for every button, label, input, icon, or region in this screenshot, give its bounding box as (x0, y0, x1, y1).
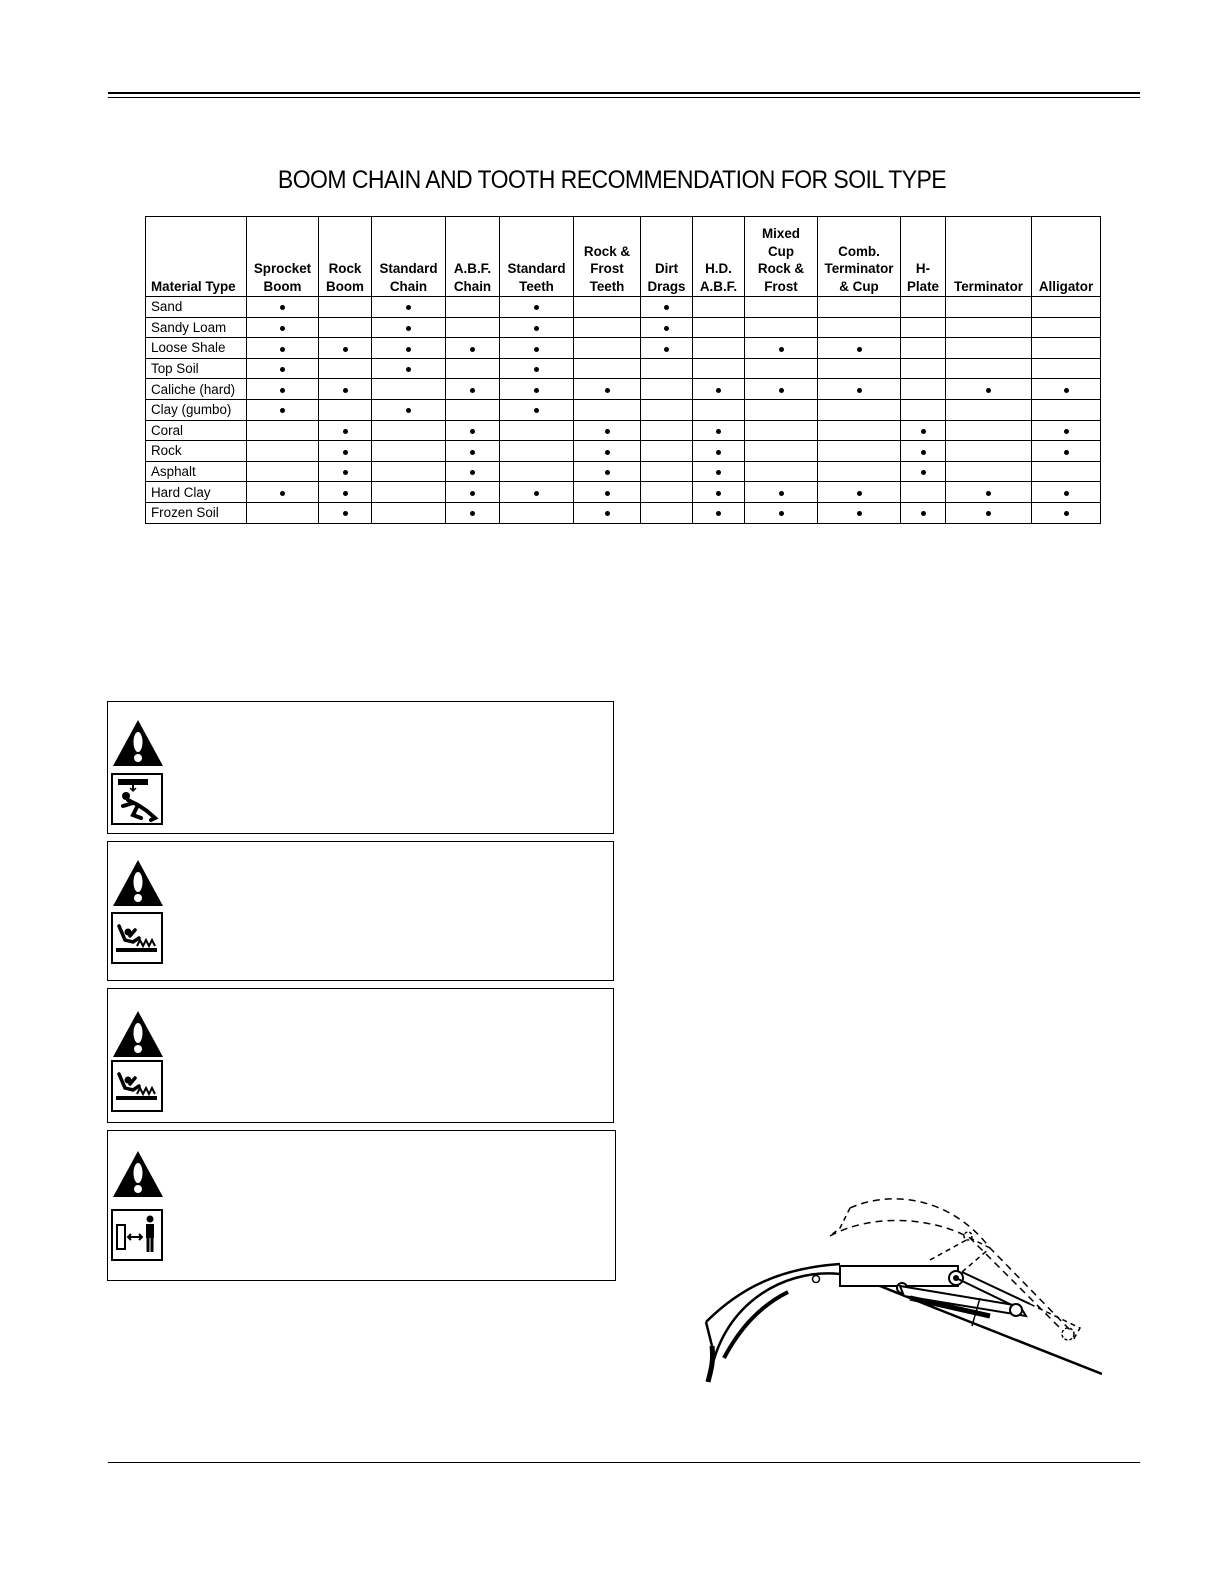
column-header (693, 217, 745, 297)
recommendation-cell (901, 358, 946, 379)
warning-box-keep-away (107, 1130, 616, 1281)
material-cell: Sandy Loam (146, 317, 247, 338)
recommendation-cell (641, 317, 693, 338)
recommended-dot-icon (605, 491, 610, 496)
recommendation-cell (319, 358, 372, 379)
recommendation-cell (818, 502, 901, 523)
recommendation-cell (693, 338, 745, 359)
recommended-dot-icon (343, 470, 348, 475)
column-header-text: Chain (389, 278, 428, 294)
column-header-text: Plate (906, 278, 939, 294)
recommended-dot-icon (986, 511, 991, 516)
recommendation-cell (247, 420, 319, 441)
recommendation-cell (574, 317, 641, 338)
recommended-dot-icon (921, 429, 926, 434)
recommended-dot-icon (605, 388, 610, 393)
recommendation-cell (372, 502, 446, 523)
column-header-text: Boom (326, 278, 364, 294)
column-header-text: Boom (263, 278, 302, 294)
recommendation-cell (641, 502, 693, 523)
recommendation-cell (1032, 317, 1101, 338)
column-header-text: H.D. (705, 261, 732, 276)
table-row (146, 482, 1101, 503)
warning-box-entanglement-2 (107, 988, 614, 1123)
recommendation-cell (446, 358, 500, 379)
recommendation-cell (319, 420, 372, 441)
recommended-dot-icon (470, 450, 475, 455)
recommendation-cell (745, 399, 818, 420)
recommendation-cell (818, 297, 901, 318)
recommendation-cell (446, 420, 500, 441)
recommendation-cell (500, 358, 574, 379)
table-row (146, 379, 1101, 400)
recommended-dot-icon (406, 367, 411, 372)
recommendation-cell (319, 441, 372, 462)
recommended-dot-icon (534, 388, 539, 393)
column-header (247, 217, 319, 297)
column-header (1032, 217, 1101, 297)
recommendation-cell (500, 379, 574, 400)
recommended-dot-icon (921, 470, 926, 475)
column-header-text: Mixed (762, 226, 800, 241)
recommendation-cell (818, 338, 901, 359)
recommended-dot-icon (470, 491, 475, 496)
material-cell: Sand (146, 297, 247, 318)
recommendation-cell (500, 317, 574, 338)
column-header-text: & Cup (839, 278, 879, 294)
recommendation-cell (319, 461, 372, 482)
entanglement-hazard-icon (111, 912, 163, 964)
column-header-text: Frost (764, 278, 798, 294)
column-header-text: H- (915, 261, 931, 276)
column-header-text: Terminator (824, 261, 894, 276)
recommendation-cell (446, 338, 500, 359)
recommendation-cell (745, 379, 818, 400)
recommendation-cell (574, 399, 641, 420)
recommended-dot-icon (406, 408, 411, 413)
recommended-dot-icon (921, 450, 926, 455)
recommendation-cell (946, 441, 1032, 462)
recommendation-cell (745, 482, 818, 503)
recommended-dot-icon (857, 511, 862, 516)
recommended-dot-icon (716, 388, 721, 393)
column-header-text: Material Type (151, 278, 236, 294)
recommendation-cell (500, 482, 574, 503)
table-row (146, 317, 1101, 338)
recommended-dot-icon (986, 388, 991, 393)
recommendation-cell (574, 379, 641, 400)
recommended-dot-icon (1064, 450, 1069, 455)
recommendation-cell (946, 379, 1032, 400)
recommended-dot-icon (716, 511, 721, 516)
recommendation-cell (247, 358, 319, 379)
recommendation-cell (693, 502, 745, 523)
table-row (146, 461, 1101, 482)
recommendation-cell (372, 482, 446, 503)
recommendation-cell (641, 358, 693, 379)
recommendation-cell (641, 441, 693, 462)
recommendation-cell (1032, 461, 1101, 482)
recommendation-cell (446, 502, 500, 523)
recommendation-cell (446, 461, 500, 482)
recommendation-cell (247, 297, 319, 318)
warning-triangle-icon (111, 858, 165, 908)
column-header (446, 217, 500, 297)
column-header (901, 217, 946, 297)
recommendation-cell (1032, 441, 1101, 462)
recommendation-cell (641, 379, 693, 400)
recommendation-cell (574, 358, 641, 379)
recommended-dot-icon (343, 491, 348, 496)
recommended-dot-icon (716, 470, 721, 475)
page-title: BOOM CHAIN AND TOOTH RECOMMENDATION FOR SOIL TYPE (277, 166, 947, 194)
recommendation-cell (372, 358, 446, 379)
recommendation-cell (319, 379, 372, 400)
recommendation-cell (745, 461, 818, 482)
material-cell: Caliche (hard) (146, 379, 247, 400)
column-header (372, 217, 446, 297)
table-row (146, 358, 1101, 379)
recommendation-cell (901, 338, 946, 359)
recommended-dot-icon (280, 367, 285, 372)
recommendation-cell (745, 297, 818, 318)
recommendation-cell (500, 297, 574, 318)
recommendation-cell (446, 379, 500, 400)
recommendation-cell (641, 338, 693, 359)
recommendation-cell (372, 399, 446, 420)
recommended-dot-icon (779, 388, 784, 393)
recommended-dot-icon (534, 408, 539, 413)
recommendation-cell (693, 461, 745, 482)
recommendation-cell (574, 420, 641, 441)
recommendation-cell (1032, 338, 1101, 359)
recommendation-cell (818, 461, 901, 482)
table-row (146, 338, 1101, 359)
recommendation-cell (901, 502, 946, 523)
recommendation-cell (372, 420, 446, 441)
recommendation-cell (372, 379, 446, 400)
recommendation-cell (901, 317, 946, 338)
recommendation-cell (693, 297, 745, 318)
recommendation-cell (745, 420, 818, 441)
recommendation-cell (500, 502, 574, 523)
recommended-dot-icon (280, 326, 285, 331)
recommendation-cell (446, 441, 500, 462)
recommendation-cell (818, 441, 901, 462)
recommended-dot-icon (716, 429, 721, 434)
recommendation-cell (745, 338, 818, 359)
column-header-text: Rock & (583, 243, 631, 259)
recommendation-cell (319, 317, 372, 338)
column-header-text: Teeth (519, 278, 554, 294)
table-header-row (146, 217, 1101, 297)
column-header (146, 217, 247, 297)
recommendation-cell (745, 358, 818, 379)
recommended-dot-icon (280, 388, 285, 393)
column-header-text: Cup (767, 243, 795, 259)
recommended-dot-icon (605, 450, 610, 455)
recommendation-cell (901, 379, 946, 400)
recommended-dot-icon (605, 511, 610, 516)
recommendation-cell (693, 399, 745, 420)
table-row (146, 399, 1101, 420)
recommendation-cell (901, 461, 946, 482)
warning-triangle-icon (111, 1009, 165, 1059)
column-header (818, 217, 901, 297)
recommendation-cell (500, 338, 574, 359)
material-cell: Top Soil (146, 358, 247, 379)
recommendation-cell (901, 482, 946, 503)
recommendation-cell (574, 482, 641, 503)
column-header-text: Sprocket (253, 261, 312, 276)
recommendation-cell (1032, 358, 1101, 379)
recommended-dot-icon (857, 388, 862, 393)
recommended-dot-icon (343, 511, 348, 516)
recommended-dot-icon (779, 511, 784, 516)
recommendation-cell (693, 379, 745, 400)
recommended-dot-icon (343, 429, 348, 434)
recommended-dot-icon (534, 347, 539, 352)
recommended-dot-icon (470, 511, 475, 516)
material-cell: Loose Shale (146, 338, 247, 359)
recommendation-cell (446, 482, 500, 503)
column-header-text: Standard (507, 261, 566, 276)
material-cell: Rock (146, 441, 247, 462)
recommendation-cell (372, 338, 446, 359)
recommendation-cell (372, 297, 446, 318)
recommended-dot-icon (343, 388, 348, 393)
column-header (574, 217, 641, 297)
column-header-text: Frost (590, 261, 624, 276)
recommendation-cell (818, 482, 901, 503)
recommendation-cell (901, 420, 946, 441)
column-header (946, 217, 1032, 297)
recommendation-cell (574, 461, 641, 482)
material-cell: Clay (gumbo) (146, 399, 247, 420)
material-cell: Frozen Soil (146, 502, 247, 523)
recommendation-cell (1032, 420, 1101, 441)
recommendation-cell (372, 441, 446, 462)
recommendation-cell (818, 420, 901, 441)
recommendation-cell (500, 461, 574, 482)
recommendation-cell (319, 297, 372, 318)
column-header-text: A.B.F. (699, 278, 738, 294)
recommendation-cell (946, 338, 1032, 359)
recommendation-cell (745, 317, 818, 338)
recommendation-cell (574, 297, 641, 318)
recommendation-cell (641, 461, 693, 482)
warning-triangle-icon (111, 1149, 165, 1199)
recommended-dot-icon (716, 450, 721, 455)
recommendation-cell (1032, 399, 1101, 420)
recommended-dot-icon (779, 347, 784, 352)
recommendation-cell (641, 399, 693, 420)
recommendation-cell (1032, 482, 1101, 503)
recommended-dot-icon (406, 305, 411, 310)
header-rule-thin (108, 97, 1140, 98)
warning-triangle-icon (111, 718, 165, 768)
recommendation-table (145, 216, 1101, 524)
recommendation-cell (946, 461, 1032, 482)
recommendation-cell (693, 441, 745, 462)
recommended-dot-icon (280, 408, 285, 413)
column-header-text: A.B.F. (453, 261, 492, 276)
recommendation-cell (693, 482, 745, 503)
recommendation-cell (946, 420, 1032, 441)
recommendation-cell (946, 399, 1032, 420)
table-row (146, 420, 1101, 441)
recommendation-cell (319, 399, 372, 420)
recommendation-cell (1032, 502, 1101, 523)
recommendation-cell (901, 441, 946, 462)
column-header (641, 217, 693, 297)
recommendation-cell (247, 441, 319, 462)
recommendation-cell (1032, 379, 1101, 400)
column-header-text: Teeth (589, 278, 625, 294)
keep-away-icon (111, 1209, 163, 1261)
recommendation-cell (247, 399, 319, 420)
recommendation-cell (693, 358, 745, 379)
recommendation-cell (901, 297, 946, 318)
recommended-dot-icon (470, 470, 475, 475)
recommended-dot-icon (534, 326, 539, 331)
recommendation-cell (818, 317, 901, 338)
table-row (146, 297, 1101, 318)
recommendation-cell (500, 441, 574, 462)
column-header-text: Rock (328, 261, 362, 276)
recommendation-cell (319, 338, 372, 359)
recommendation-cell (693, 317, 745, 338)
warning-box-entanglement-1 (107, 841, 614, 981)
recommendation-cell (818, 399, 901, 420)
recommendation-cell (319, 502, 372, 523)
recommended-dot-icon (779, 491, 784, 496)
recommendation-cell (372, 317, 446, 338)
crush-hazard-icon (111, 773, 163, 825)
recommended-dot-icon (534, 491, 539, 496)
recommended-dot-icon (664, 305, 669, 310)
recommended-dot-icon (716, 491, 721, 496)
recommendation-cell (641, 420, 693, 441)
column-header (500, 217, 574, 297)
column-header-text: Dirt (654, 261, 679, 276)
recommendation-cell (946, 358, 1032, 379)
recommendation-cell (319, 482, 372, 503)
recommendation-cell (446, 317, 500, 338)
table-row (146, 441, 1101, 462)
recommended-dot-icon (857, 347, 862, 352)
recommended-dot-icon (1064, 429, 1069, 434)
column-header-text: Standard (379, 261, 438, 276)
recommended-dot-icon (664, 326, 669, 331)
recommendation-cell (693, 420, 745, 441)
recommendation-cell (641, 482, 693, 503)
column-header-text: Comb. (838, 243, 880, 259)
recommended-dot-icon (605, 470, 610, 475)
recommended-dot-icon (343, 450, 348, 455)
recommended-dot-icon (664, 347, 669, 352)
recommendation-cell (901, 399, 946, 420)
recommendation-cell (446, 399, 500, 420)
recommended-dot-icon (534, 305, 539, 310)
recommendation-cell (247, 461, 319, 482)
recommendation-cell (247, 502, 319, 523)
column-header-text: Chain (453, 278, 492, 294)
material-cell: Hard Clay (146, 482, 247, 503)
recommended-dot-icon (280, 347, 285, 352)
recommended-dot-icon (280, 491, 285, 496)
material-cell: Asphalt (146, 461, 247, 482)
recommendation-cell (818, 358, 901, 379)
recommendation-cell (946, 317, 1032, 338)
recommendation-cell (500, 420, 574, 441)
recommended-dot-icon (406, 347, 411, 352)
recommended-dot-icon (280, 305, 285, 310)
recommendation-cell (574, 338, 641, 359)
recommendation-cell (946, 502, 1032, 523)
recommended-dot-icon (986, 491, 991, 496)
recommendation-cell (247, 317, 319, 338)
recommendation-cell (500, 399, 574, 420)
footer-rule (108, 1462, 1140, 1463)
material-cell: Coral (146, 420, 247, 441)
recommended-dot-icon (605, 429, 610, 434)
column-header-text: Alligator (1038, 278, 1094, 294)
recommendation-cell (1032, 297, 1101, 318)
recommended-dot-icon (1064, 511, 1069, 516)
recommendation-cell (641, 297, 693, 318)
column-header-text: Rock & (757, 261, 805, 276)
recommended-dot-icon (470, 429, 475, 434)
recommended-dot-icon (470, 388, 475, 393)
recommendation-cell (574, 502, 641, 523)
column-header-text: Terminator (954, 278, 1023, 294)
column-header (319, 217, 372, 297)
table-row (146, 502, 1101, 523)
recommendation-cell (446, 297, 500, 318)
recommendation-cell (247, 482, 319, 503)
warning-box-crush (107, 701, 614, 834)
recommendation-cell (247, 379, 319, 400)
column-header-text: Drags (647, 278, 686, 294)
recommendation-cell (946, 297, 1032, 318)
recommended-dot-icon (534, 367, 539, 372)
recommendation-cell (247, 338, 319, 359)
entanglement-hazard-icon (111, 1060, 163, 1112)
recommendation-cell (574, 441, 641, 462)
recommended-dot-icon (406, 326, 411, 331)
recommendation-cell (946, 482, 1032, 503)
recommendation-cell (745, 502, 818, 523)
recommended-dot-icon (470, 347, 475, 352)
recommendation-cell (818, 379, 901, 400)
recommended-dot-icon (343, 347, 348, 352)
column-header (745, 217, 818, 297)
recommendation-cell (372, 461, 446, 482)
recommended-dot-icon (921, 511, 926, 516)
recommended-dot-icon (1064, 491, 1069, 496)
boom-diagram (700, 1188, 1102, 1386)
header-rule-thick (108, 92, 1140, 94)
recommended-dot-icon (857, 491, 862, 496)
recommended-dot-icon (1064, 388, 1069, 393)
recommendation-cell (745, 441, 818, 462)
